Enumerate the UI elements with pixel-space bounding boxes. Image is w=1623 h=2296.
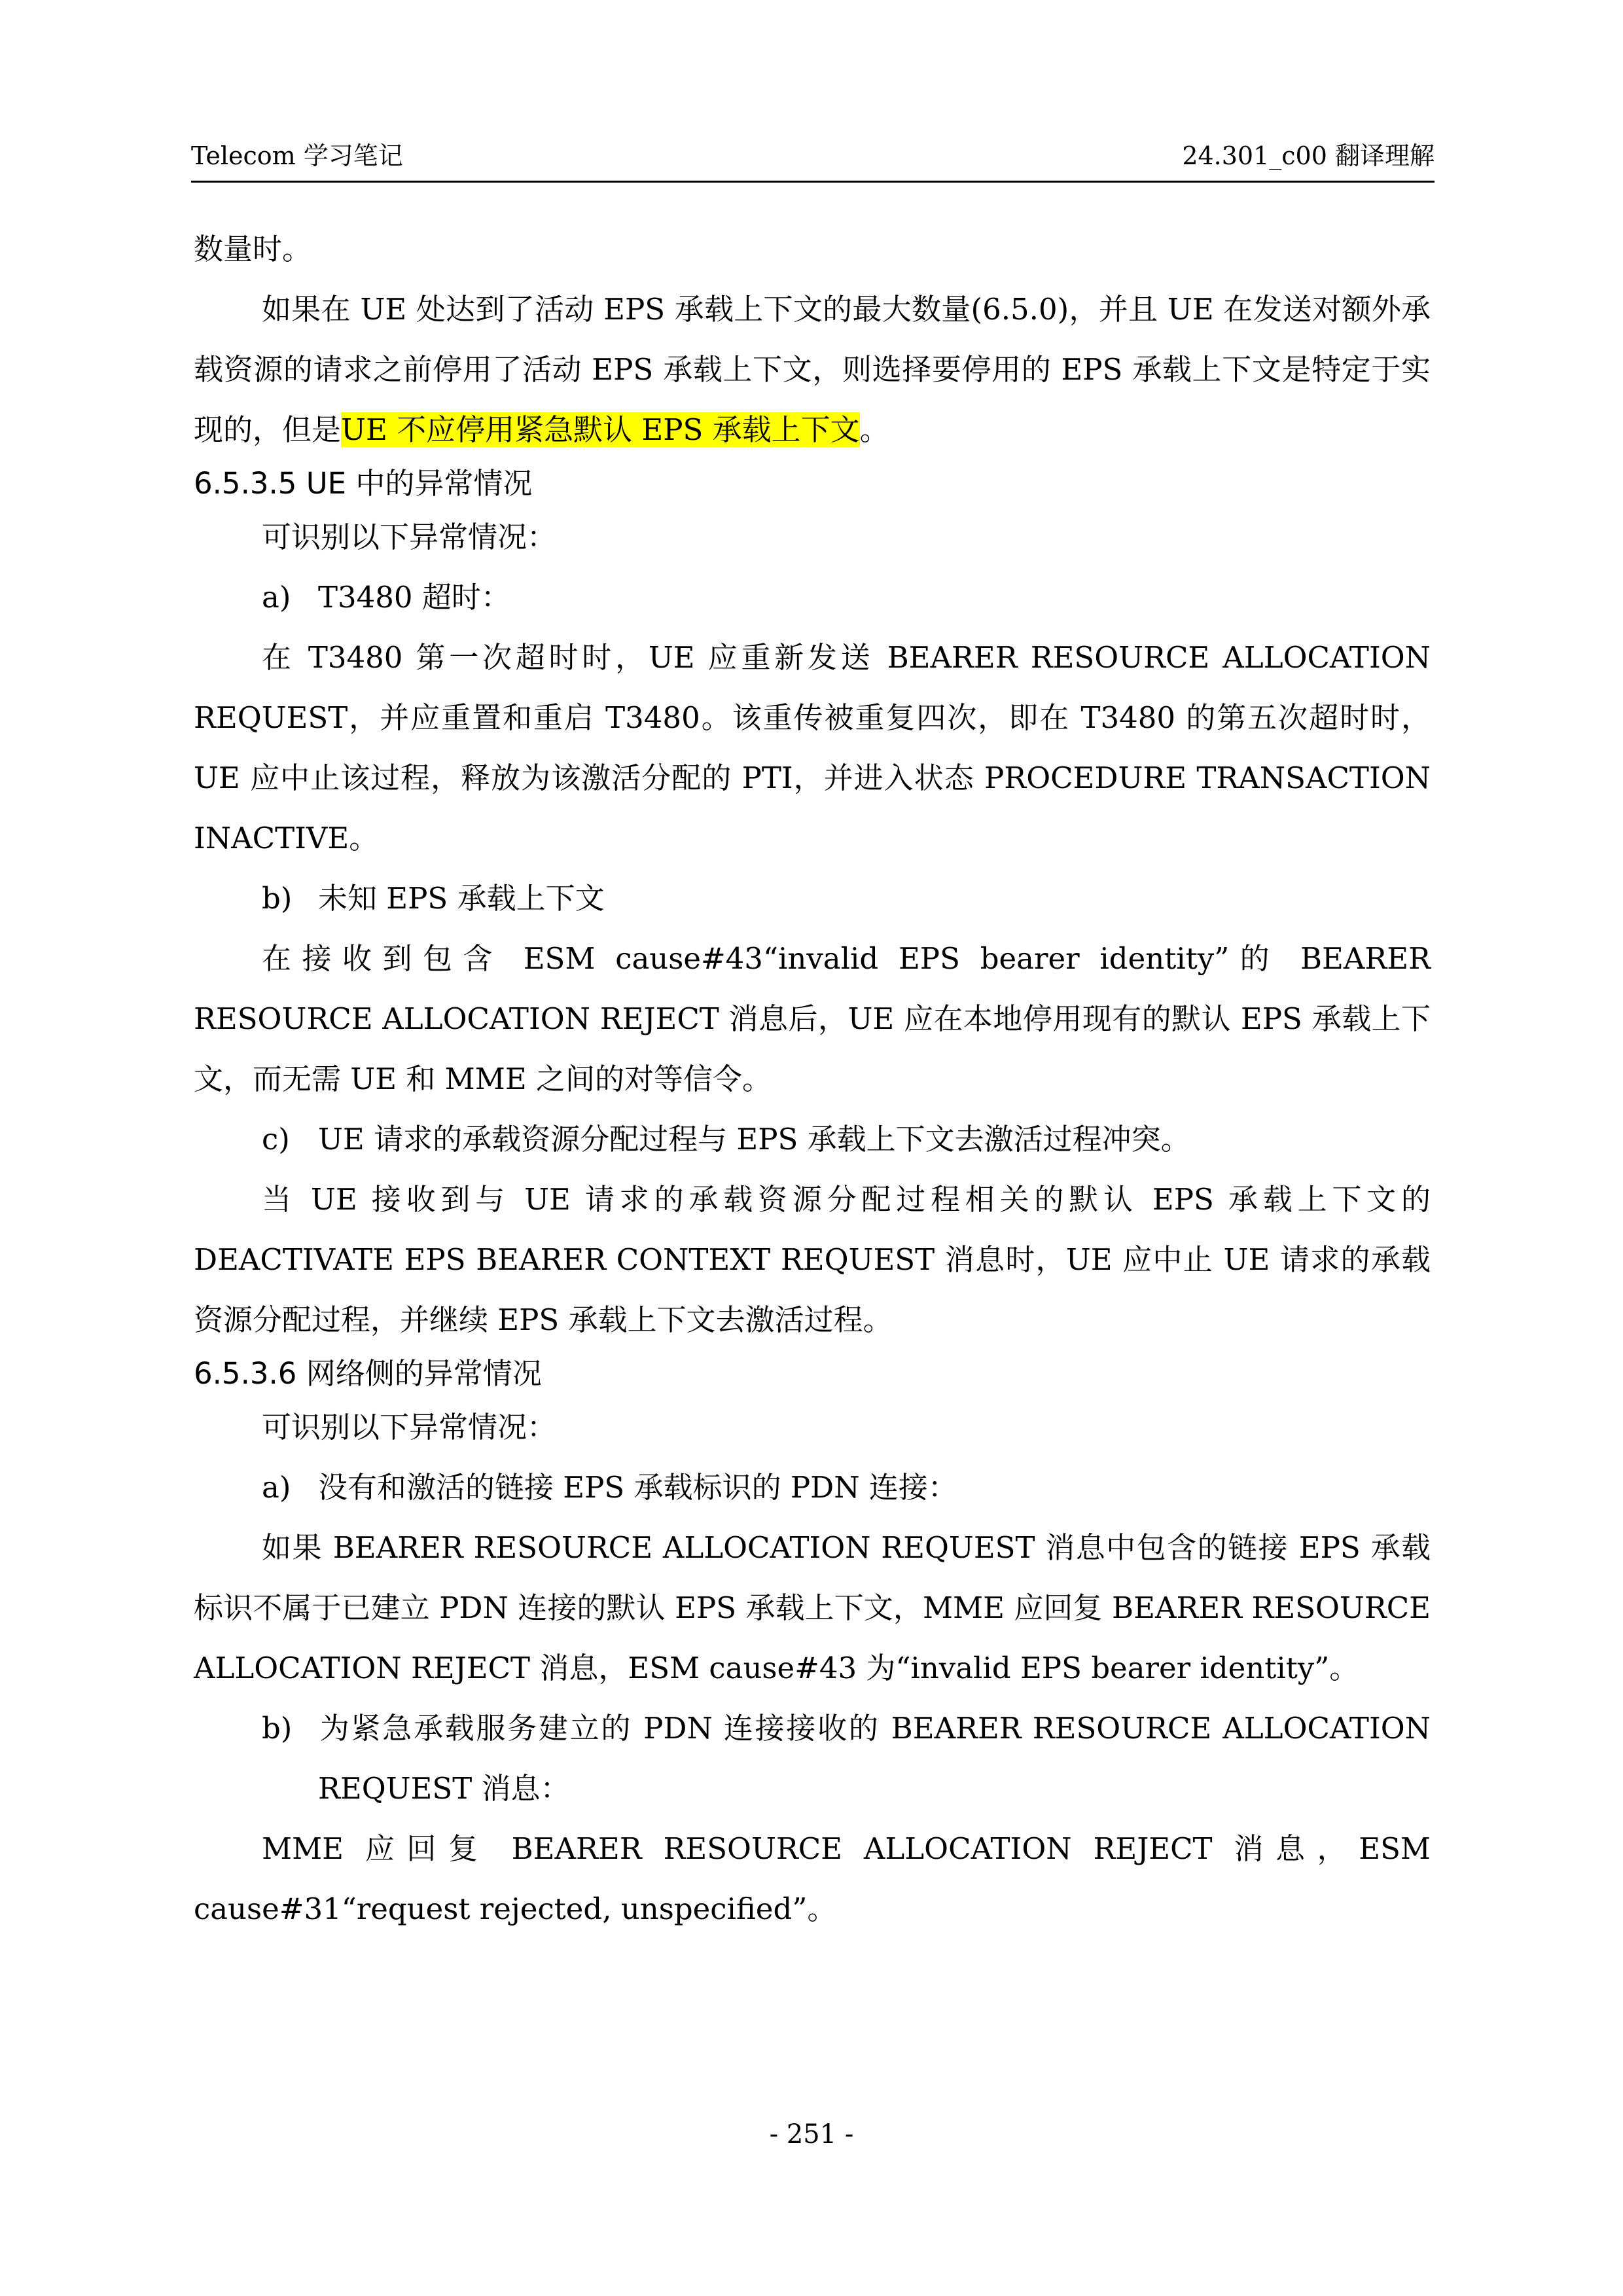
list-marker: c) bbox=[262, 1122, 290, 1157]
paragraph-max-contexts-text: 如果在 UE 处达到了活动 EPS 承载上下文的最大数量(6.5.0)，并且 UE 在发送对额外承载资源的请求之前停用了活动 EPS 承载上下文，则选择要停用的 EPS 承载上下文是特定于实现的，但是 bbox=[194, 292, 1431, 447]
list-item-c-ue bbox=[194, 1109, 1431, 1170]
paragraph-emergency-reject: MME 应回复 BEARER RESOURCE ALLOCATION REJECT 消息，ESM cause#31“request rejected, unspecified”。 bbox=[194, 1831, 1431, 1926]
list-marker: a) bbox=[262, 1470, 291, 1505]
section-heading-6535: 6.5.3.5 UE 中的异常情况 bbox=[194, 466, 533, 501]
list-item-text: 没有和激活的链接 EPS 承载标识的 PDN 连接： bbox=[318, 1470, 957, 1505]
header-title: Telecom 学习笔记 bbox=[191, 141, 403, 170]
list-item-text: 为紧急承载服务建立的 PDN 连接接收的 BEARER RESOURCE ALLOCATION REQUEST 消息： bbox=[318, 1711, 1431, 1806]
highlighted-text: UE 不应停用紧急默认 EPS 承载上下文 bbox=[341, 412, 860, 447]
list-item-text: 未知 EPS 承载上下文 bbox=[318, 881, 605, 916]
list-item-b-ue bbox=[194, 869, 1431, 929]
list-item-text: UE 请求的承载资源分配过程与 EPS 承载上下文去激活过程冲突。 bbox=[318, 1122, 1190, 1157]
page-header bbox=[191, 131, 1435, 183]
paragraph-identify-ue: 可识别以下异常情况： bbox=[262, 520, 557, 554]
paragraph-max-contexts-end: 。 bbox=[859, 412, 889, 447]
section-heading-6536: 6.5.3.6 网络侧的异常情况 bbox=[194, 1356, 542, 1391]
paragraph-collision: 当 UE 接收到与 UE 请求的承载资源分配过程相关的默认 EPS 承载上下文的 DEACTIVATE EPS BEARER CONTEXT REQUEST 消息时，UE 应中止 UE 请求的承载资源分配过程，并继续 EPS 承载上下文去激活过程。 bbox=[194, 1182, 1431, 1337]
list-marker: b) bbox=[262, 881, 293, 916]
list-item-b-network bbox=[194, 1698, 1431, 1819]
paragraph-linked-bearer: 如果 BEARER RESOURCE ALLOCATION REQUEST 消息中包含的链接 EPS 承载标识不属于已建立 PDN 连接的默认 EPS 承载上下文，MME 应回复 BEARER RESOURCE ALLOCATION REJECT 消息，ESM cause#43 为“invalid EPS bearer identity”。 bbox=[194, 1530, 1431, 1685]
list-marker: b) bbox=[262, 1711, 293, 1746]
list-item-a-ue bbox=[194, 567, 1431, 628]
page-number: - 251 - bbox=[769, 2119, 854, 2149]
paragraph-max-contexts bbox=[194, 279, 1431, 460]
page-body bbox=[194, 219, 1431, 1939]
header-doc-ref: 24.301_c00 翻译理解 bbox=[1182, 141, 1435, 170]
list-item-text: T3480 超时： bbox=[318, 580, 510, 615]
paragraph-identify-network: 可识别以下异常情况： bbox=[262, 1410, 557, 1444]
paragraph-t3480: 在 T3480 第一次超时时，UE 应重新发送 BEARER RESOURCE ALLOCATION REQUEST，并应重置和重启 T3480。该重传被重复四次，即在 T3480 的第五次超时时，UE 应中止该过程，释放为该激活分配的 PTI，并进入状态 PROCEDURE TRANSACTION INACTIVE。 bbox=[194, 640, 1431, 855]
list-marker: a) bbox=[262, 580, 291, 615]
list-item-a-network bbox=[194, 1458, 1431, 1518]
paragraph-count-end: 数量时。 bbox=[194, 232, 312, 266]
paragraph-unknown-bearer: 在接收到包含 ESM cause#43“invalid EPS bearer identity”的 BEARER RESOURCE ALLOCATION REJECT 消息后，UE 应在本地停用现有的默认 EPS 承载上下文，而无需 UE 和 MME 之间的对等信令。 bbox=[194, 941, 1431, 1096]
